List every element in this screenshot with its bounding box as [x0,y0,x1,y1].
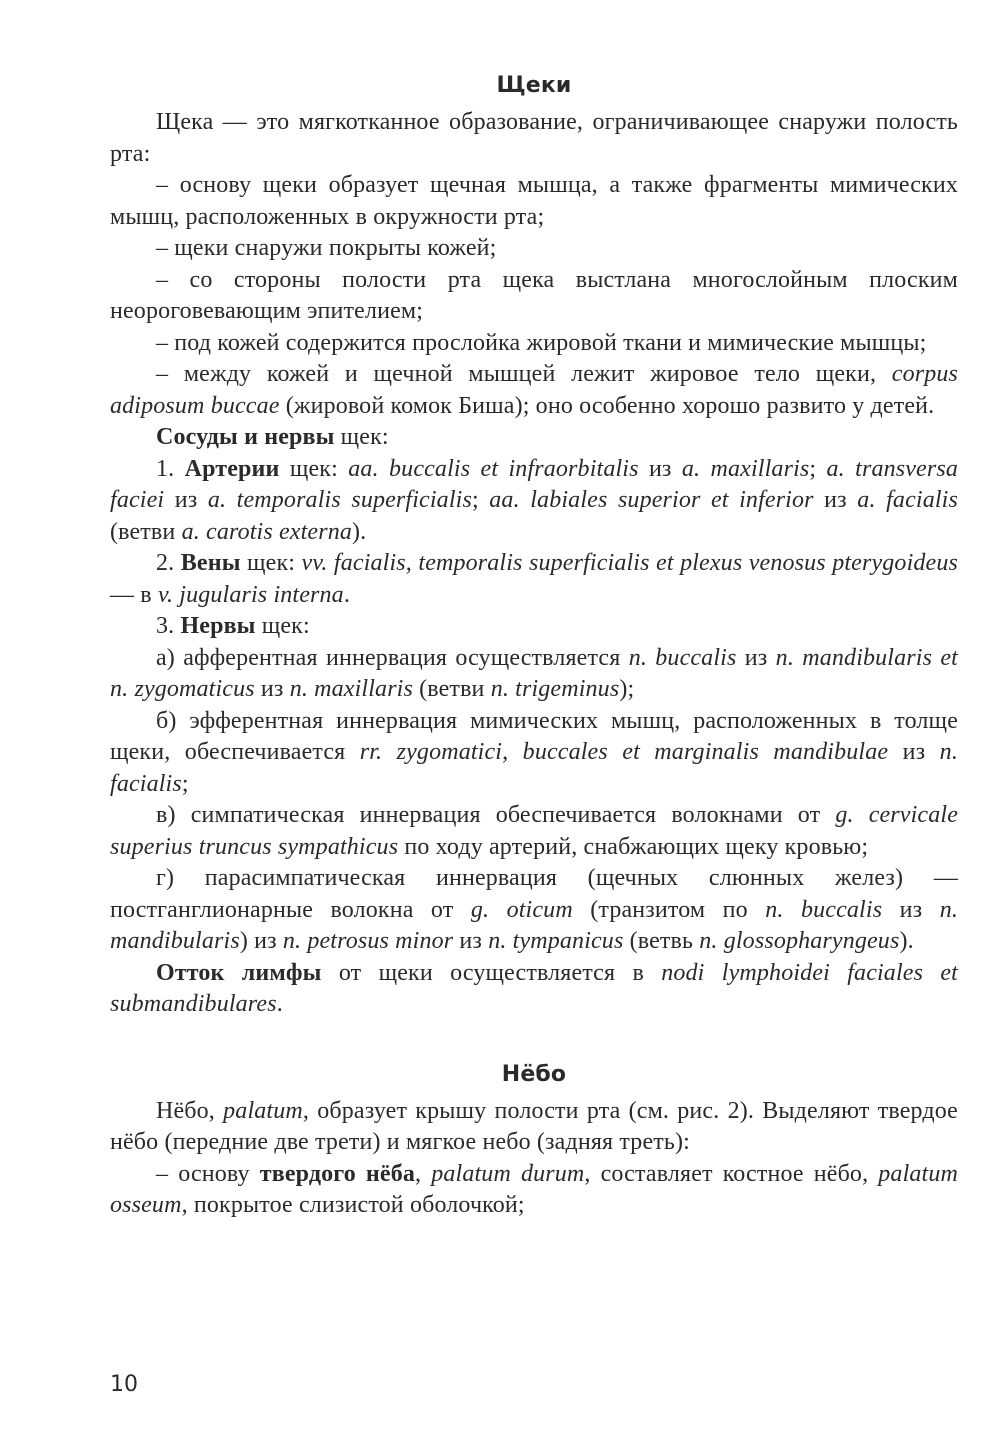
text: щек: [255,613,310,639]
latin-term: n. tympanicus [488,928,624,954]
latin-term: g. oticum [470,896,573,923]
paragraph-cheek-fat-body [110,359,958,422]
latin-term: g. cervicale superius truncus sympathicus [110,802,958,860]
latin-term: nodi lymphoidei faciales et submandibulares [110,959,958,1017]
text: в) симпатическая иннервация обеспечивается волокнами от [156,802,836,828]
latin-term: aa. labiales superior et inferior [489,487,814,513]
text: ); [619,676,635,702]
latin-term: rr. zygomatici, buccales et marginalis mandibulae [359,739,889,765]
text: – между кожей и щечной мышцей лежит жировое тело щеки, [156,361,892,387]
paragraph-hard-palate [110,1159,958,1222]
paragraph-cheek-fat-layer: – под кожей содержится прослойка жировой ткани и мимические мышцы; [156,329,927,356]
text: ) из [239,928,283,954]
page-content [110,70,958,1222]
bold-term: Артерии [184,455,280,482]
text: от щеки осуществляется в [321,959,662,986]
text: из [254,676,290,702]
latin-term: n. mandibularis et n. zygomaticus [110,644,958,702]
section-heading-cheeks: Щеки [496,73,572,98]
text: ). [899,928,914,954]
text: из [638,455,682,482]
paragraph-parasympathetic-innervation [110,863,958,958]
text: (ветви [413,676,491,702]
latin-term: n. petrosus minor [282,928,454,954]
paragraph-vessels-nerves [110,422,958,454]
section-heading-palate: Нёбо [501,1061,567,1087]
page-number: 10 [110,1372,138,1397]
text: ). [352,518,367,545]
bold-term: Вены [180,550,241,576]
text: по ходу артерий, снабжающих щеку кровью; [398,833,869,860]
latin-term: a. maxillaris [681,455,810,482]
text: а) афферентная иннервация осуществляется [156,644,629,671]
text: — в [110,581,158,608]
text: из [736,644,776,671]
paragraph-veins [110,548,958,611]
list-number: 1. [156,455,185,482]
latin-term: n. mandibularis [110,896,958,954]
text: ; [471,487,490,513]
text: б) эфферентная иннервация мимических мышц, расположенных в толще щеки, обеспечивается [110,707,958,765]
text: , покрытое слизистой оболочкой; [181,1192,525,1218]
latin-term: v. jugularis interna [157,581,344,608]
latin-term: n. buccalis [765,896,883,923]
latin-term: n. buccalis [628,644,737,671]
text: (ветви [110,518,182,545]
text: , составляет костное нёбо, [584,1160,879,1187]
latin-term: corpus adiposum buccae [110,361,958,419]
latin-term: a. temporalis superficialis [207,487,472,513]
text: , [415,1160,432,1187]
paragraph-efferent-innervation [110,706,958,801]
latin-term: palatum [223,1097,303,1124]
text: из [888,739,940,765]
bold-term: Нервы [180,613,256,639]
paragraph-cheek-muscle: – основу щеки образует щечная мышца, а также фрагменты мимических мышц, расположенных в окружности рта; [110,172,958,230]
text: щек: [240,550,302,576]
paragraph-sympathetic-innervation [110,800,958,863]
text: , образует крышу полости рта (см. рис. 2). Выделяют твердое нёбо (передние две трети) и мягкое небо (задняя треть): [110,1097,958,1155]
latin-term: vv. facialis, temporalis superficialis et plexus venosus pterygoideus [301,550,958,576]
latin-term: n. glossopharyngeus [699,928,900,954]
latin-term: n. trigeminus [490,676,620,702]
text: щек: [334,424,389,450]
latin-term: a. carotis externa [181,518,353,545]
text: . [343,581,350,608]
paragraph-cheek-skin: – щеки снаружи покрыты кожей; [156,235,497,261]
latin-term: palatum durum [431,1160,585,1187]
latin-term: n. maxillaris [289,676,413,702]
bold-term: Отток лимфы [156,959,322,986]
latin-term: a. transversa faciei [110,455,958,513]
text: Нёбо, [156,1097,224,1124]
text: ; [809,455,827,482]
paragraph-cheek-definition: Щека — это мягкотканное образование, ограничивающее снаружи полость рта: [110,109,958,167]
latin-term: aa. buccalis et infraorbitalis [348,455,639,482]
text: из [882,896,940,923]
latin-term: a. facialis [857,487,958,513]
text: . [276,991,283,1017]
bold-term: твердого нёба [259,1160,415,1187]
paragraph-lymph-drainage [110,958,958,1021]
list-number: 2. [156,550,181,576]
list-number: 3. [156,613,181,639]
text: из [453,928,489,954]
text: щек: [279,455,349,482]
latin-term: n. facialis [110,739,958,797]
text: (ветвь [623,928,700,954]
paragraph-palate-definition [110,1096,958,1159]
text: ; [181,770,189,797]
text: из [813,487,858,513]
text: – основу [156,1160,260,1187]
text: г) парасимпатическая иннервация (щечных слюнных желез) — постганглионарные волокна от [110,865,958,923]
paragraph-cheek-epithelium: – со стороны полости рта щека выстлана многослойным плоским неороговевающим эпителием; [110,266,958,324]
text: из [164,487,208,513]
paragraph-arteries [110,454,958,549]
text: (транзитом по [572,896,766,923]
paragraph-afferent-innervation [110,643,958,706]
bold-term: Сосуды и нервы [156,424,335,450]
latin-term: palatum osseum [110,1160,958,1218]
text: (жировой комок Биша); оно особенно хорошо развито у детей. [279,392,935,419]
paragraph-nerves [110,611,958,643]
